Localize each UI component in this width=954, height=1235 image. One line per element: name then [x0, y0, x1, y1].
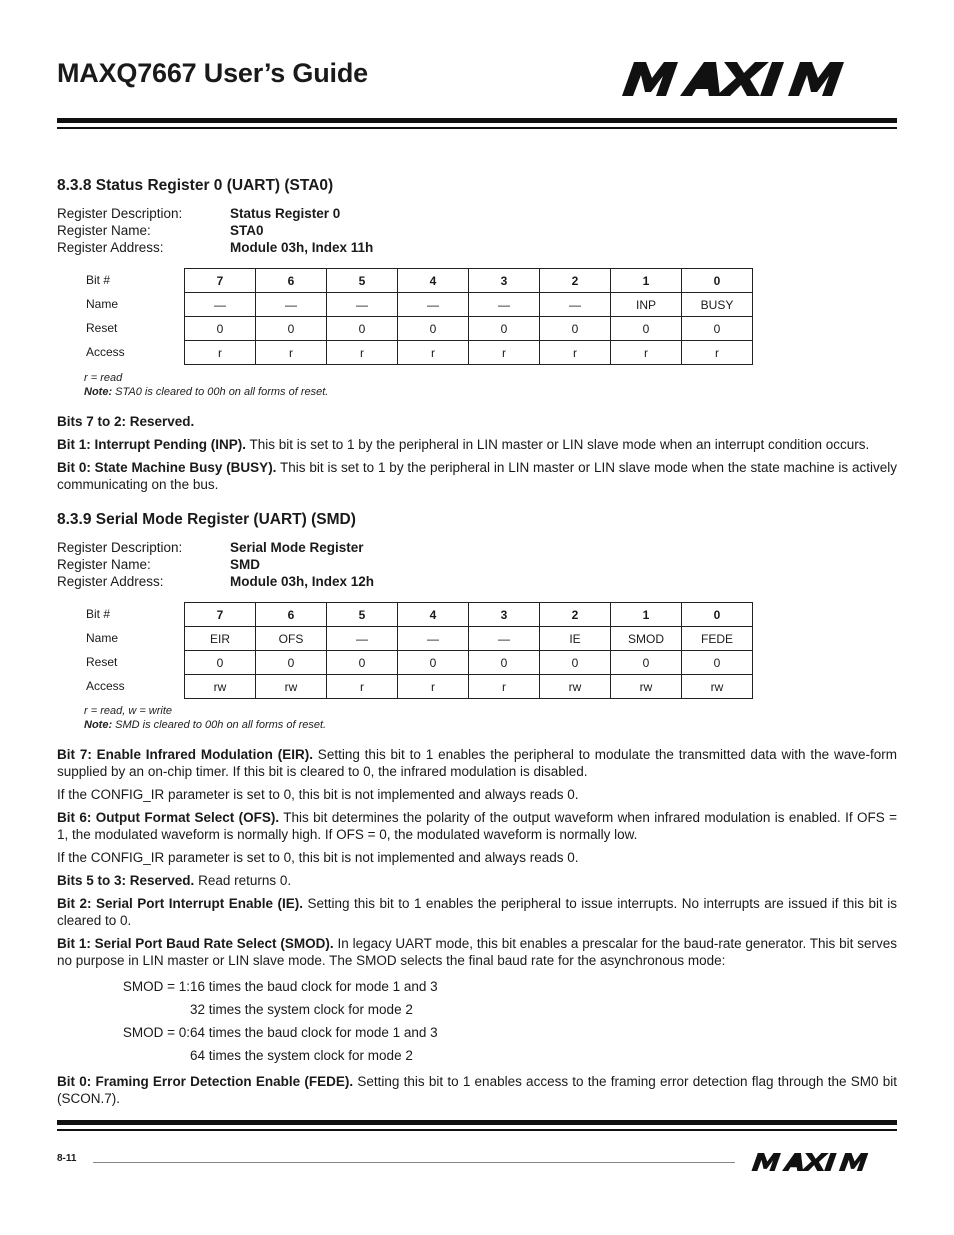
row-label: Name: [86, 297, 119, 311]
table-cell: 0: [327, 651, 398, 675]
table-cell: r: [327, 341, 398, 365]
table-cell: 0: [469, 651, 540, 675]
table-cell: 0: [682, 269, 753, 293]
table-cell: INP: [611, 293, 682, 317]
table-cell: 0: [469, 317, 540, 341]
page-number: 8-11: [57, 1153, 77, 1164]
table-cell: 4: [398, 603, 469, 627]
table-cell: r: [327, 675, 398, 699]
table-cell: 0: [682, 603, 753, 627]
paragraph: [57, 872, 897, 889]
reset-value-row: [185, 317, 753, 341]
paragraph-bold: Bit 6: Output Format Select (OFS).: [57, 810, 280, 825]
table-cell: —: [327, 627, 398, 651]
register-description: [57, 539, 897, 590]
paragraph-text: If the CONFIG_IR parameter is set to 0, this bit is not implemented and always reads 0.: [57, 787, 579, 802]
table-cell: 0: [611, 317, 682, 341]
table-cell: —: [398, 627, 469, 651]
note-label: Note:: [84, 386, 113, 398]
table-cell: r: [398, 341, 469, 365]
smd-section: [57, 511, 897, 1106]
row-labels: [86, 268, 125, 364]
table-cell: 0: [256, 317, 327, 341]
bit-number-row: [185, 269, 753, 293]
paragraph-bold: Bits 5 to 3: Reserved.: [57, 873, 195, 888]
table-cell: 0: [398, 651, 469, 675]
smod-setting: [57, 998, 190, 1021]
smod-setting: SMOD = 0:: [122, 1025, 190, 1040]
bit-table: [184, 268, 753, 365]
paragraph-text: This bit is set to 1 by the peripheral in LIN master or LIN slave mode when an interrupt condition occurs.: [246, 437, 870, 452]
paragraph: [57, 895, 897, 929]
table-cell: 0: [327, 317, 398, 341]
table-cell: 0: [611, 651, 682, 675]
maxim-footer-logo: [750, 1152, 894, 1172]
table-cell: 2: [540, 269, 611, 293]
table-cell: FEDE: [682, 627, 753, 651]
desc-value: Module 03h, Index 12h: [230, 574, 375, 589]
table-cell: r: [398, 675, 469, 699]
paragraph: [57, 413, 897, 430]
table-cell: —: [469, 627, 540, 651]
table-cell: 5: [327, 603, 398, 627]
maxim-logo: [622, 60, 890, 98]
paragraph-bold: Bit 1: Interrupt Pending (INP).: [57, 437, 246, 452]
table-cell: rw: [185, 675, 256, 699]
bit-name-row: [185, 627, 753, 651]
paragraph-text: This bit is set to 1 by the peripheral in LIN master or LIN slave mode when the state machine is actively communicating on the bus.: [57, 460, 898, 492]
paragraph: [57, 786, 897, 803]
row-label: Reset: [86, 655, 118, 669]
table-cell: 7: [185, 269, 256, 293]
table-cell: r: [611, 341, 682, 365]
table-cell: —: [540, 293, 611, 317]
table-cell: r: [256, 341, 327, 365]
row-label: Bit #: [86, 273, 111, 287]
table-cell: BUSY: [682, 293, 753, 317]
table-notes: [84, 704, 326, 732]
smod-description: 32 times the system clock for mode 2: [190, 1002, 413, 1017]
header-rule-thin: [57, 127, 897, 129]
table-cell: 0: [540, 317, 611, 341]
table-cell: 6: [256, 603, 327, 627]
paragraph-bold: Bits 7 to 2: Reserved.: [57, 414, 195, 429]
table-cell: r: [185, 341, 256, 365]
table-notes: [84, 371, 328, 399]
row-label: Reset: [86, 321, 118, 335]
document-title: MAXQ7667 User’s Guide: [57, 58, 368, 88]
row-label: Access: [86, 679, 125, 693]
note-label: Note:: [84, 719, 113, 731]
note-text: SMD is cleared to 00h on all forms of reset.: [112, 719, 327, 731]
smd-paragraphs: [57, 746, 897, 1113]
paragraph-bold: Bit 0: State Machine Busy (BUSY).: [57, 460, 277, 475]
table-cell: —: [185, 293, 256, 317]
table-cell: 0: [185, 651, 256, 675]
sta0-paragraphs: [57, 413, 897, 499]
table-cell: 0: [682, 651, 753, 675]
paragraph: [57, 746, 897, 780]
desc-key: Register Name:: [57, 557, 151, 572]
smod-setting: SMOD = 1:: [122, 979, 190, 994]
smod-line: [57, 1021, 897, 1044]
note-text: STA0 is cleared to 00h on all forms of reset.: [112, 386, 329, 398]
access-row: [185, 341, 753, 365]
table-cell: rw: [682, 675, 753, 699]
desc-key: Register Address:: [57, 574, 164, 589]
table-cell: 4: [398, 269, 469, 293]
table-cell: 7: [185, 603, 256, 627]
row-labels: [86, 602, 125, 698]
footer-line: [93, 1162, 735, 1163]
sta0-section: [57, 177, 898, 492]
table-cell: 2: [540, 603, 611, 627]
table-cell: 1: [611, 269, 682, 293]
table-cell: r: [540, 341, 611, 365]
section-heading: 8.3.8 Status Register 0 (UART) (STA0): [57, 177, 334, 194]
smod-description: 64 times the baud clock for mode 1 and 3: [190, 1025, 438, 1040]
paragraph-text: Setting this bit to 1 enables access to the framing error detection flag through the SM0 bit (SCON.7).: [57, 1074, 897, 1106]
desc-value: Serial Mode Register: [230, 540, 364, 555]
paragraph: [57, 809, 897, 843]
table-cell: 0: [398, 317, 469, 341]
paragraph: [57, 849, 897, 866]
smod-setting: [57, 1044, 190, 1067]
paragraph-text: This bit determines the polarity of the output waveform when infrared modulation is enabled. If OFS = 1, the modulated waveform is normally high. If OFS = 0, the modulated waveform is normally low.: [57, 810, 897, 842]
table-cell: —: [469, 293, 540, 317]
reset-value-row: [185, 651, 753, 675]
paragraph-bold: Bit 1: Serial Port Baud Rate Select (SMOD).: [57, 936, 334, 951]
smod-line: [57, 975, 897, 998]
table-cell: EIR: [185, 627, 256, 651]
desc-value: Module 03h, Index 11h: [230, 240, 374, 255]
bit-table: [184, 602, 753, 699]
table-cell: IE: [540, 627, 611, 651]
desc-value: Status Register 0: [230, 206, 341, 221]
table-cell: 1: [611, 603, 682, 627]
desc-key: Register Address:: [57, 240, 164, 255]
table-cell: —: [398, 293, 469, 317]
smod-rate-list: [57, 975, 897, 1067]
access-legend: r = read, w = write: [84, 705, 173, 717]
footer-rule-thick: [57, 1120, 897, 1125]
table-cell: SMOD: [611, 627, 682, 651]
table-cell: —: [327, 293, 398, 317]
table-cell: r: [469, 675, 540, 699]
table-cell: 5: [327, 269, 398, 293]
register-bit-table: [57, 268, 897, 364]
table-cell: 3: [469, 269, 540, 293]
access-row: [185, 675, 753, 699]
table-cell: 0: [682, 317, 753, 341]
paragraph: [57, 459, 897, 493]
header-rule-thick: [57, 118, 897, 123]
table-cell: 6: [256, 269, 327, 293]
paragraph: [57, 436, 897, 453]
access-legend: r = read: [84, 372, 123, 384]
footer-rule-thin: [57, 1129, 897, 1131]
desc-key: Register Name:: [57, 223, 151, 238]
bit-number-row: [185, 603, 753, 627]
paragraph-text: In legacy UART mode, this bit enables a prescalar for the baud-rate generator. This bit serves no purpose in LIN master or LIN slave mode. The SMOD selects the final baud rate for the asynchronous mode:: [57, 936, 897, 968]
smod-description: 16 times the baud clock for mode 1 and 3: [190, 979, 438, 994]
table-cell: OFS: [256, 627, 327, 651]
row-label: Bit #: [86, 607, 111, 621]
paragraph-bold: Bit 2: Serial Port Interrupt Enable (IE).: [57, 896, 303, 911]
desc-key: Register Description:: [57, 206, 183, 221]
table-cell: rw: [256, 675, 327, 699]
smod-line: [57, 1044, 897, 1067]
table-cell: 0: [540, 651, 611, 675]
paragraph: [57, 1073, 897, 1107]
row-label: Access: [86, 345, 125, 359]
smod-line: [57, 998, 897, 1021]
paragraph-text: Setting this bit to 1 enables the peripheral to issue interrupts. No interrupts are issued if this bit is cleared to 0.: [57, 896, 897, 928]
register-description: [57, 205, 897, 256]
table-cell: 3: [469, 603, 540, 627]
paragraph: [57, 935, 897, 969]
paragraph-text: Setting this bit to 1 enables the peripheral to modulate the transmitted data with the wave-form supplied by an on-chip timer. If this bit is cleared to 0, the infrared modulation is disabled.: [57, 747, 897, 779]
paragraph-bold: Bit 0: Framing Error Detection Enable (FEDE).: [57, 1074, 354, 1089]
desc-value: SMD: [230, 557, 260, 572]
table-cell: 0: [185, 317, 256, 341]
desc-key: Register Description:: [57, 540, 183, 555]
desc-value: STA0: [230, 223, 264, 238]
table-cell: —: [256, 293, 327, 317]
table-cell: rw: [611, 675, 682, 699]
section-heading: 8.3.9 Serial Mode Register (UART) (SMD): [57, 511, 356, 528]
smod-description: 64 times the system clock for mode 2: [190, 1048, 413, 1063]
paragraph-text: Read returns 0.: [194, 873, 292, 888]
paragraph-text: If the CONFIG_IR parameter is set to 0, this bit is not implemented and always reads 0.: [57, 850, 579, 865]
table-cell: r: [682, 341, 753, 365]
bit-name-row: [185, 293, 753, 317]
table-cell: rw: [540, 675, 611, 699]
paragraph-bold: Bit 7: Enable Infrared Modulation (EIR).: [57, 747, 313, 762]
row-label: Name: [86, 631, 119, 645]
smd-paragraph-list: [57, 746, 897, 969]
register-bit-table: [57, 602, 897, 698]
table-cell: r: [469, 341, 540, 365]
table-cell: 0: [256, 651, 327, 675]
